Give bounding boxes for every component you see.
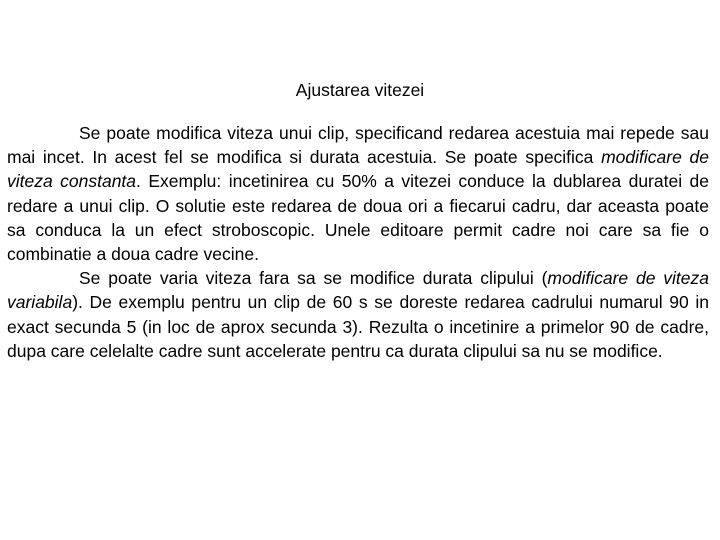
- slide-body: [7, 121, 709, 363]
- slide-title: Ajustarea vitezei: [295, 80, 425, 100]
- paragraph-variable-speed: [7, 266, 709, 363]
- paragraph-constant-speed: [7, 121, 709, 266]
- paragraph-text: Se poate modifica viteza unui clip, specificand redarea acestuia mai repede sau mai incet. In acest fel se modifica si durata acestuia. Se poate specifica: [7, 123, 709, 168]
- paragraph-text: ). De exemplu pentru un clip de 60 s se doreste redarea cadrului numarul 90 in exact secunda 5 (in loc de aprox secunda 3). Rezulta o incetinire a primelor 90 de cadre, dupa care celelalte cadre sunt accelerate pentru ca durata clipului sa nu se modifice.: [7, 292, 709, 361]
- term-variable-speed: modificare de viteza variabila: [7, 268, 709, 313]
- paragraph-text: . Exemplu: incetinirea cu 50% a vitezei conduce la dublarea duratei de redare a unui clip. O solutie este redarea de doua ori a fiecarui cadru, dar aceasta poate sa conduca la un efect stroboscopic. Unele editoare permit cadre noi care sa fie o combinatie a doua cadre vecine.: [7, 171, 709, 265]
- paragraph-text: Se poate varia viteza fara sa se modifice durata clipului (: [79, 268, 548, 289]
- term-constant-speed: modificare de viteza constanta: [7, 147, 709, 192]
